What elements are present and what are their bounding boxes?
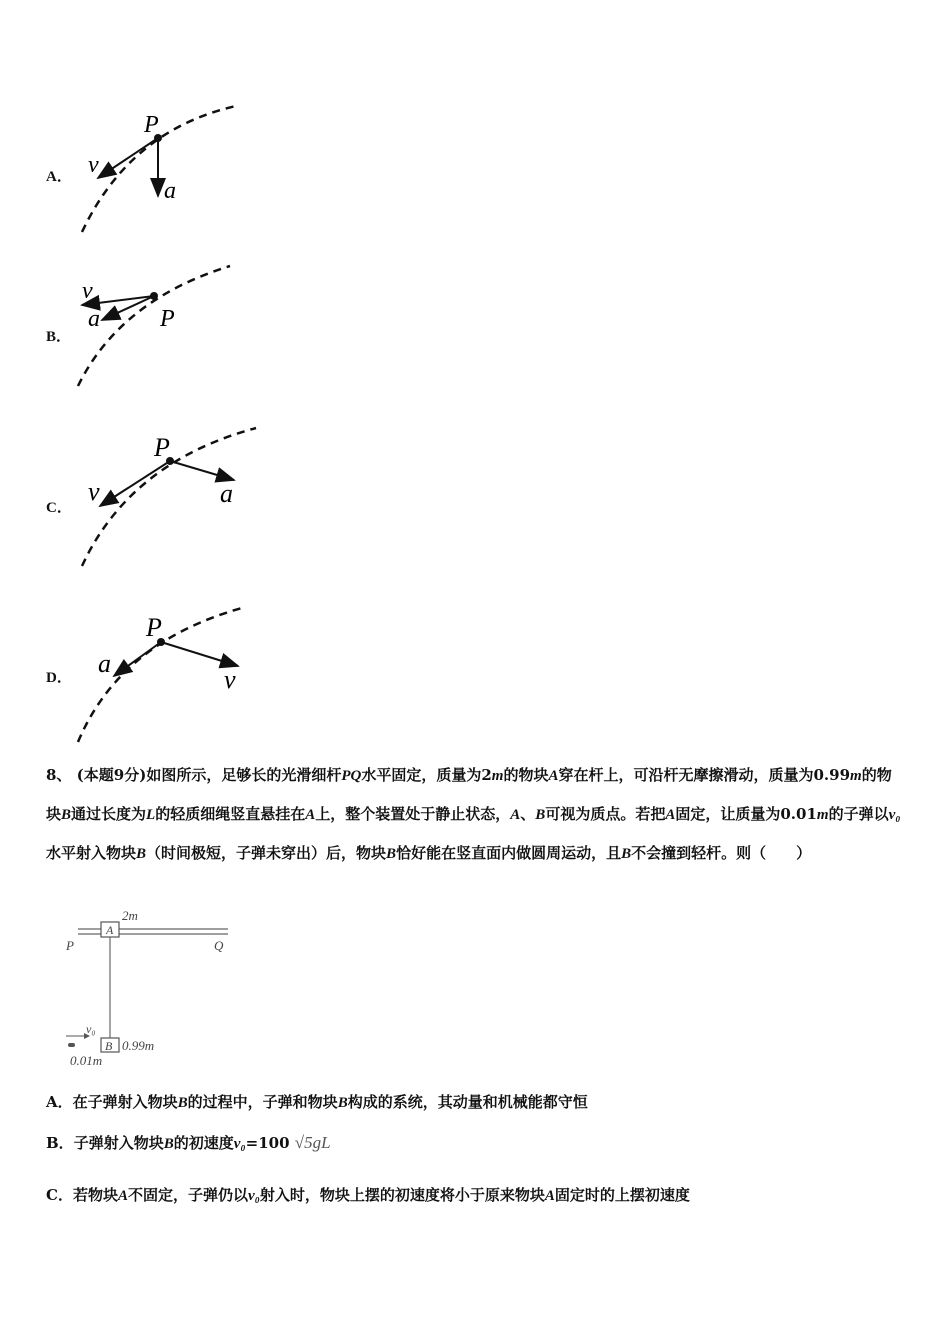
option-a-figure — [70, 100, 270, 244]
answer-b: B．子弹射入物块B的初速度v₀=100 √5gL — [46, 1133, 331, 1152]
label-p: P — [66, 938, 74, 953]
rod-pendulum-diagram — [60, 905, 260, 1079]
bullet-mass-label: 0.01m — [70, 1053, 103, 1068]
option-c-label: C． — [46, 500, 72, 516]
option-b-figure — [70, 260, 270, 404]
question-8-text: 8、 (本题9分)如图所示，足够长的光滑细杆PQ水平固定，质量为2m的物块A穿在杆上，可沿杆无摩擦滑动，质量为0.99m的物块B通过长度为L的轻质细绳竖直悬挂在A上，整个装置处于静止状态，A、B可视为质点。若把A固定，让质量为0.01m的子弹以v₀水平射入物块B（时间极短，子弹未穿出）后，物块B恰好能在竖直面内做圆周运动，且B不会撞到轻杆。则（ ） — [46, 766, 901, 862]
option-d-label: D． — [46, 670, 72, 686]
vector-a-label: a — [88, 306, 100, 332]
point-p-label: P — [154, 433, 170, 462]
vector-a-label: a — [220, 479, 233, 508]
point-p-label: P — [146, 613, 162, 642]
sqrt-5gl: √5gL — [294, 1133, 331, 1152]
vector-v-label: v — [224, 665, 236, 694]
vector-v-label: v — [82, 278, 93, 304]
mass-a-label: 2m — [122, 908, 138, 923]
option-b-label: B． — [46, 329, 72, 345]
bullet — [68, 1043, 75, 1047]
answer-c: C．若物块A不固定，子弹仍以v₀射入时，物块上摆的初速度将小于原来物块A固定时的上摆初速度 — [46, 1186, 690, 1204]
vector-v-label: v — [88, 477, 100, 506]
option-a-label: A． — [46, 169, 72, 185]
mass-b-label: 0.99m — [122, 1038, 155, 1053]
v0-label: v₀ — [86, 1022, 96, 1036]
vector-a-label: a — [98, 649, 111, 678]
answer-a: A．在子弹射入物块B的过程中，子弹和物块B构成的系统，其动量和机械能都守恒 — [46, 1093, 588, 1111]
svg-text:A: A — [106, 923, 114, 937]
label-q: Q — [214, 938, 224, 953]
option-c-figure — [70, 422, 270, 576]
option-d-figure — [70, 602, 270, 751]
vector-v-label: v — [88, 152, 99, 178]
point-p-label: P — [144, 112, 159, 138]
point-p-label: P — [160, 306, 175, 332]
vector-a-label: a — [164, 178, 176, 204]
svg-text:B: B — [105, 1039, 113, 1053]
